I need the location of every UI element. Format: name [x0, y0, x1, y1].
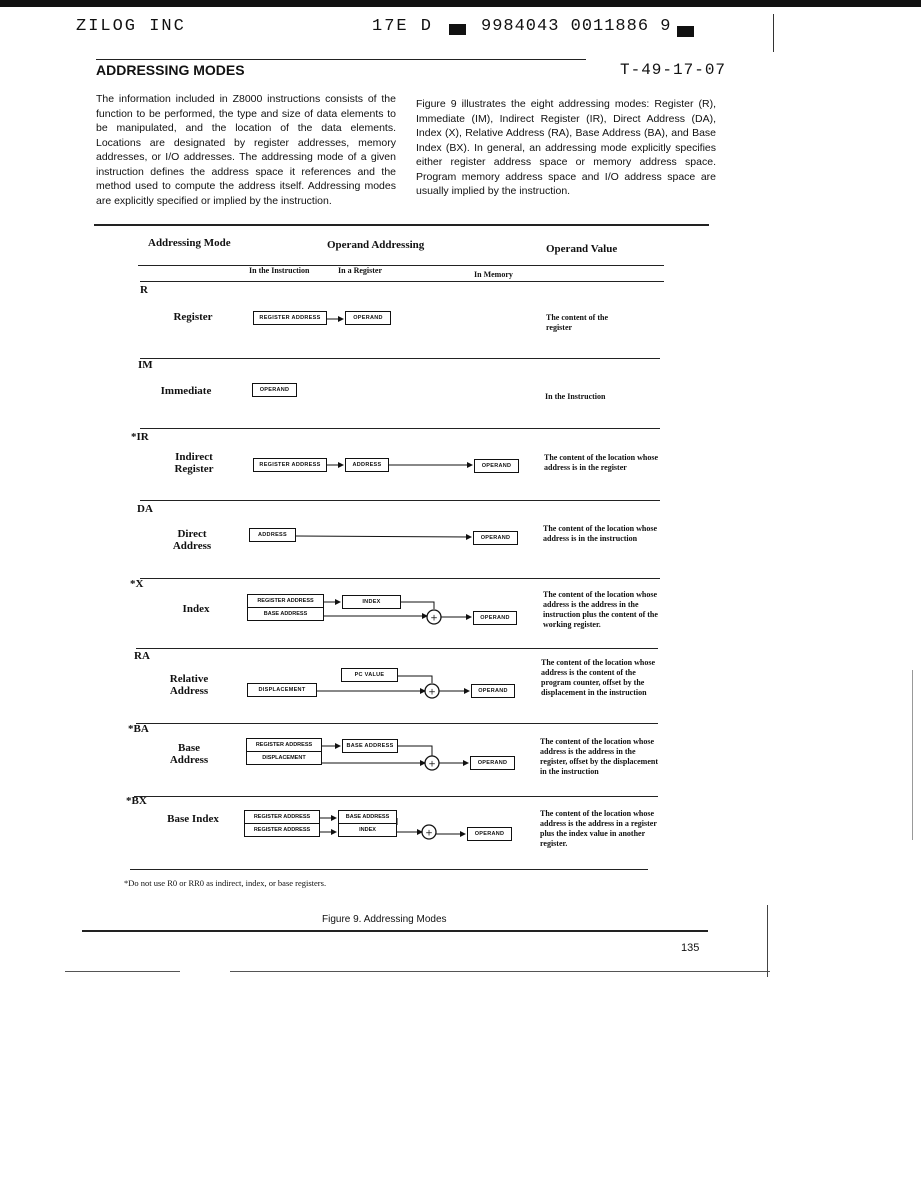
box-pc-value: PC VALUE: [341, 668, 398, 682]
box-register-base-pair: [247, 594, 324, 621]
col-header-operand-value: Operand Value: [546, 243, 618, 255]
mode-name-indirect-register: Indirect Register: [174, 451, 214, 475]
box-address: ADDRESS: [249, 528, 296, 542]
box-register-address: REGISTER ADDRESS: [253, 458, 327, 472]
box-base-index-pair: [338, 810, 397, 837]
box-operand: OPERAND: [252, 383, 297, 397]
scan-line: [230, 971, 770, 972]
edge-line: [912, 670, 913, 840]
box-index: INDEX: [342, 595, 401, 609]
intro-right: Figure 9 illustrates the eight addressing modes: Register (R), Immediate (IM), Indirect Register (IR), Direct Address (DA), Index (X), Relative Address (RA), Base Address (BA), and Base Index (BX). In general, an addressing mode explicitly specifies either register address space or memory address space. Program memory address space and I/O address space are usually implied by the instruction.: [416, 98, 716, 197]
box-address: ADDRESS: [345, 458, 389, 472]
operand-value-direct: The content of the location whose address is in the instruction: [543, 524, 657, 543]
box-operand: OPERAND: [474, 459, 519, 473]
box-register-pair: [244, 810, 320, 837]
box-operand: OPERAND: [471, 684, 515, 698]
company-name: ZILOG INC: [76, 17, 186, 36]
subheader-instruction: In the Instruction: [249, 266, 310, 275]
col-header-mode: Addressing Mode: [148, 237, 231, 249]
mode-name-base-index: Base Index: [167, 813, 219, 825]
box-register-address: REGISTER ADDRESS: [245, 823, 319, 836]
footnote: *Do not use R0 or RR0 as indirect, index, or base registers.: [124, 878, 327, 888]
mode-name-immediate: Immediate: [160, 385, 212, 397]
page-number: 135: [681, 942, 700, 954]
figure-caption: Figure 9. Addressing Modes: [322, 914, 447, 925]
document-number: T-49-17-07: [620, 61, 727, 79]
mode-code-ra: RA: [134, 650, 150, 662]
box-displacement: DISPLACEMENT: [247, 683, 317, 697]
mode-name-base-address: Base Address: [169, 742, 209, 766]
operand-value-base-index: The content of the location whose address is the address in a register plus the index value in another register.: [540, 809, 657, 848]
margin-line: [767, 905, 768, 977]
mode-code-x: *X: [130, 578, 144, 590]
mode-name-index: Index: [182, 603, 210, 615]
section-title: ADDRESSING MODES: [96, 62, 245, 78]
operand-value-index: The content of the location whose address is the address in the instruction plus the content of the working register.: [543, 590, 658, 629]
box-register-address: REGISTER ADDRESS: [253, 311, 327, 325]
page-bottom-rule: [82, 930, 708, 932]
subheader-register: In a Register: [338, 266, 382, 275]
box-base-address: BASE ADDRESS: [342, 739, 398, 753]
mode-name-relative-address: Relative Address: [169, 673, 209, 697]
mode-code-bx: *BX: [126, 795, 147, 807]
mode-name-direct-address: Direct Address: [172, 528, 212, 552]
box-base-address: BASE ADDRESS: [345, 814, 390, 820]
mode-code-da: DA: [137, 503, 153, 515]
operand-value-relative: The content of the location whose address is the content of the program counter, offset by the displacement in the instruction: [541, 658, 655, 697]
subheader-memory: In Memory: [474, 270, 513, 279]
operand-value-base-address: The content of the location whose address is the address in the register, offset by the displacement in the instruction: [540, 737, 658, 776]
operand-value-register: The content of the register: [546, 313, 608, 332]
box-displacement: DISPLACEMENT: [247, 751, 321, 764]
box-operand: OPERAND: [470, 756, 515, 770]
box-base-address: BASE ADDRESS: [248, 607, 323, 620]
mode-code-ir: *IR: [131, 431, 149, 443]
mode-name-register: Register: [173, 311, 213, 323]
box-operand: OPERAND: [473, 531, 518, 545]
box-operand: OPERAND: [345, 311, 391, 325]
plus-symbol: +: [428, 687, 436, 698]
header-catalog: 9984043 0011886 9: [481, 17, 672, 36]
plus-symbol: +: [428, 759, 436, 770]
mode-code-ba: *BA: [128, 723, 149, 735]
plus-symbol: +: [430, 613, 438, 624]
plus-symbol: +: [425, 828, 433, 839]
box-register-address: REGISTER ADDRESS: [253, 814, 311, 820]
box-register-displacement-pair: [246, 738, 322, 765]
box-operand: OPERAND: [467, 827, 512, 841]
box-register-address: REGISTER ADDRESS: [257, 598, 314, 604]
operand-value-indirect: The content of the location whose address is in the register: [544, 453, 658, 472]
operand-value-immediate: In the Instruction: [545, 392, 606, 401]
mode-code-im: IM: [138, 359, 153, 371]
intro-left: The information included in Z8000 instructions consists of the function to be performed, the type and size of data elements to be manipulated, and the location of the data elements. Locations are designated by register addresses, memory addresses, or I/O addresses. The addressing mode of a given instruction defines the address space it references and the method used to compute the address itself. Addressing modes are explicitly specified or implied by the instruction.: [96, 93, 396, 207]
box-operand: OPERAND: [473, 611, 517, 625]
header-code: 17E D: [372, 17, 434, 36]
box-index: INDEX: [339, 823, 396, 836]
col-header-operand-addressing: Operand Addressing: [327, 239, 425, 251]
scan-line: [65, 971, 180, 972]
box-register-address: REGISTER ADDRESS: [255, 742, 313, 748]
mode-code-r: R: [140, 284, 148, 296]
